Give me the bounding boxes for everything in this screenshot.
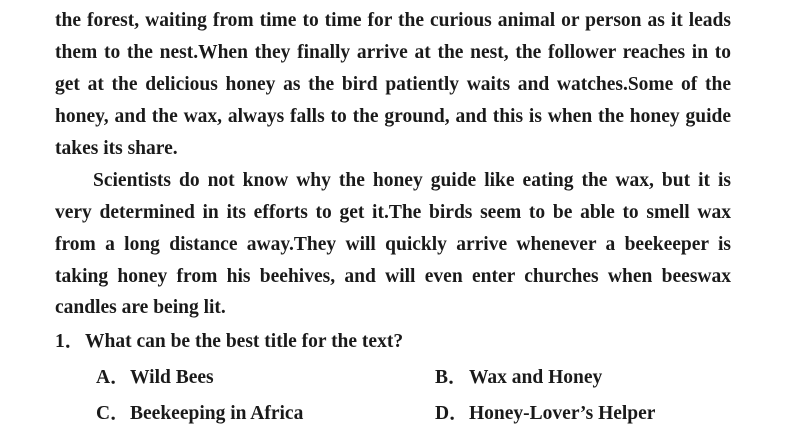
- option-c[interactable]: [96, 402, 303, 426]
- option-b[interactable]: [435, 366, 602, 390]
- passage-line: Scientists do not know why the honey guide like eating the wax, but it is: [93, 170, 731, 191]
- option-text: Wild Bees: [130, 367, 214, 388]
- passage-line: very determined in its efforts to get it.The birds seem to be able to smell wax: [55, 202, 731, 223]
- question-number: 1．: [55, 331, 85, 352]
- option-letter: C．: [96, 403, 130, 424]
- passage-line: them to the nest.When they finally arrive at the nest, the follower reaches in to: [55, 42, 731, 63]
- option-letter: B．: [435, 367, 468, 388]
- question-1: [55, 330, 403, 354]
- option-text: Beekeeping in Africa: [130, 403, 304, 424]
- passage-line: taking honey from his beehives, and will even enter churches when beeswax: [55, 266, 731, 287]
- question-text: What can be the best title for the text?: [85, 331, 404, 352]
- option-d[interactable]: [435, 402, 655, 426]
- option-letter: A．: [96, 367, 130, 388]
- passage-line: honey, and the wax, always falls to the ground, and this is when the honey guide: [55, 106, 731, 127]
- option-a[interactable]: [96, 366, 214, 390]
- passage-line: takes its share.: [55, 138, 178, 159]
- option-text: Honey-Lover’s Helper: [469, 403, 656, 424]
- option-text: Wax and Honey: [469, 367, 603, 388]
- passage-line: the forest, waiting from time to time for the curious animal or person as it leads: [55, 10, 731, 31]
- passage-line: from a long distance away.They will quickly arrive whenever a beekeeper is: [55, 234, 731, 255]
- passage-line: get at the delicious honey as the bird patiently waits and watches.Some of the: [55, 74, 731, 95]
- option-letter: D．: [435, 403, 469, 424]
- passage-line: candles are being lit.: [55, 297, 226, 318]
